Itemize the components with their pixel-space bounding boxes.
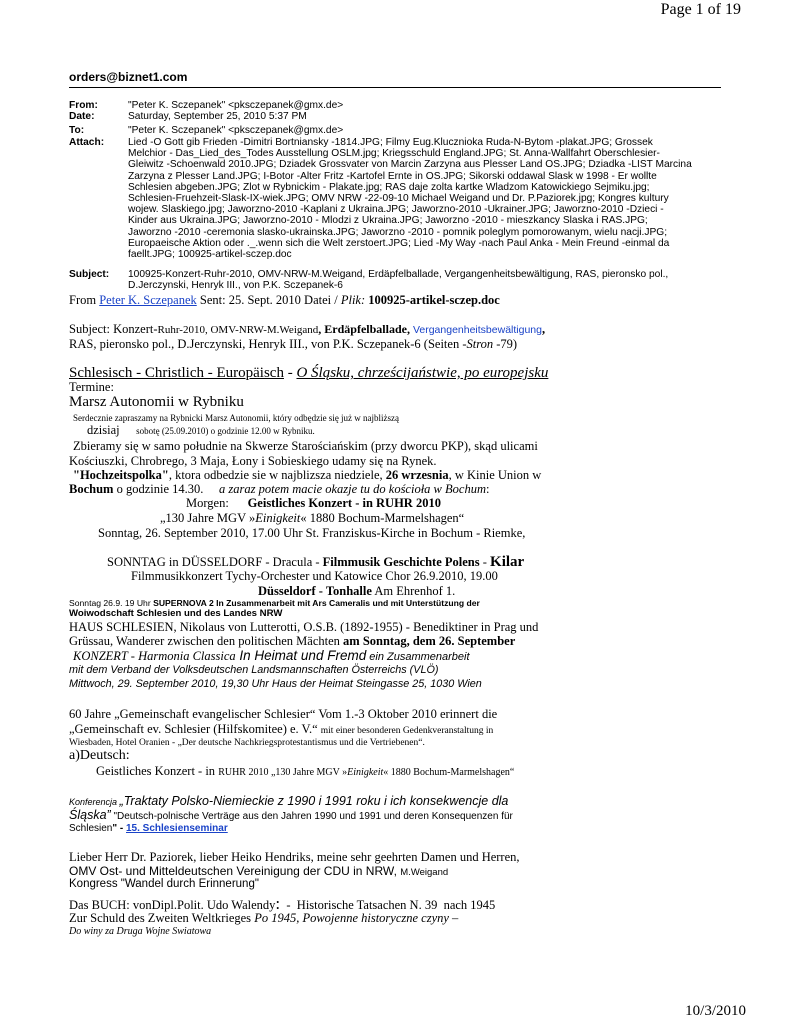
text-span: Geistliches Konzert - in RUHR 2010: [247, 496, 441, 510]
text-span: " -: [112, 823, 124, 834]
text-span: KONZERT -: [73, 649, 139, 663]
text-span: Morgen:: [186, 496, 248, 510]
kongress-line: Kongress "Wandel durch Erinnerung": [69, 878, 259, 890]
sent-text: Sent: 25. Sept. 2010 Datei /: [196, 293, 341, 307]
attach-line[interactable]: Gleiwitz -Schoenwald 2010.JPG; Dziadek Grossvater von Marcin Zarzyna aus Plesser Land OS.JPG; Dziadka -LIST Marcina: [128, 159, 692, 171]
text-span: „Der deutsche Nachkriegsprotestantismus und die Vertriebenen“.: [177, 738, 425, 748]
text-span: Ruhr-2010,: [157, 324, 211, 336]
deutsch-heading: a)Deutsch:: [69, 748, 130, 763]
haus-line-1: HAUS SCHLESIEN, Nikolaus von Lutterotti, O.S.B. (1892-1955) - Benediktiner in Prag und: [69, 620, 539, 634]
subject-line: 100925-Konzert-Ruhr-2010, OMV-NRW-M.Weigand, Erdäpfelballade, Vergangenheitsbewältigung, RAS, pieronsko pol.,: [128, 269, 669, 280]
text-span: SUPERNOVA 2 In Zusammenarbeit mit Ars Cameralis und mit Unterstützung der: [153, 598, 480, 608]
tonhalle-line: [258, 584, 455, 599]
text-span: mit einer besonderen Gedenkveranstaltung in: [320, 726, 494, 736]
verband-line: mit dem Verband der Volksdeutschen Landsmannschaften Österreichs (VLÖ): [69, 664, 439, 676]
attach-line[interactable]: Jaworzno -2010 -ceremonia slasko-ukrainska.JPG; Jaworzno -2010 - pomnik poleglym pomorowanym, wielu nacji.JPG;: [128, 226, 668, 238]
text-span: Geistliches Konzert - in: [96, 764, 219, 778]
hochzeitspolka-line: [73, 468, 541, 483]
attach-line[interactable]: Schlesien abgeben.JPG; Zlot w Rybnickim - Plakate.jpg; RAS daje zolta kartke Wladzom Katowickiego Sejmiku.jpg;: [128, 181, 650, 193]
text-span: sobotę (25.09.2010) o godzinie 12.00 w Rybniku.: [136, 426, 315, 436]
filmkonzert-line: Filmmusikkonzert Tychy-Orchester und Katowice Chor 26.9.2010, 19.00: [131, 569, 498, 583]
subject-value: [128, 269, 728, 291]
wiesbaden-line: [69, 738, 425, 748]
date-label: Date:: [69, 111, 95, 122]
gemeinschaft-line-2: [69, 722, 493, 737]
text-span: , ktora odbedzie sie w najblizsza niedziele,: [168, 468, 386, 482]
bochum-line: [69, 482, 489, 497]
konferencja-line: [69, 794, 508, 808]
plik-label: Plik:: [340, 293, 366, 307]
text-span: 26 wrzesnia: [385, 468, 449, 482]
attach-line[interactable]: Zarzyna z Plesser Land.JPG; I-Botor -Alter Fritz -Kartofel Ernte in OS.JPG; Sikorski oddawal Slask w 1998 - Er wollte: [128, 170, 657, 182]
to-label: To:: [69, 125, 85, 136]
to-field: [69, 125, 729, 137]
text-span: Po 1945, Powojenne historyczne czyny –: [254, 911, 459, 925]
text-span: Śląska”: [69, 808, 111, 822]
schuld-line: [69, 911, 458, 926]
subject-line-1: [69, 322, 545, 337]
text-span: :: [485, 482, 490, 496]
attach-label: Attach:: [69, 137, 105, 148]
termine-label: Termine:: [69, 380, 114, 394]
text-span: Einigkeit: [255, 511, 301, 525]
text-span: SONNTAG in DÜSSELDORF - Dracula -: [107, 555, 323, 569]
mgv-line: [160, 511, 464, 526]
text-span: "Hochzeitspolka": [73, 468, 169, 482]
footer-date: 10/3/2010: [685, 1003, 746, 1019]
konzert-line: [73, 648, 470, 664]
text-span: M.Weigand: [400, 867, 449, 878]
attach-field: [69, 137, 729, 261]
text-span: , w Kinie Union w: [448, 468, 542, 482]
text-span: „Traktaty Polsko-Niemieckie z 1990 i 1991 roku i ich konsekwencje dla: [119, 794, 509, 808]
from-label: From:: [69, 100, 98, 111]
attach-list: [128, 137, 728, 260]
text-span: Bochum: [69, 482, 114, 496]
text-span: Schlesien: [69, 823, 113, 834]
header-divider: [69, 87, 721, 88]
omv-line: [69, 864, 448, 879]
text-span: am Sonntag, dem 26. September: [343, 634, 516, 648]
slaska-line: [69, 808, 513, 822]
text-span: Subject: Konzert-: [69, 322, 158, 336]
zbieramy-line-2: Kościuszki, Chrobrego, 3 Maja, Łony i Sobieskiego udamy się na Rynek.: [69, 454, 437, 468]
text-span: « 1880 Bochum-Marmelshagen“: [383, 767, 515, 778]
attach-line[interactable]: faellt.JPG; 100925-artikel-sczep.doc: [128, 249, 292, 261]
from-line: [69, 293, 500, 308]
text-span: Wiesbaden, Hotel Oranien -: [69, 738, 178, 748]
text-span: , Henryk III., von P.K. Sczepanek-6 (Seiten -: [242, 337, 467, 351]
to-value: "Peter K. Sczepanek" <pksczepanek@gmx.de>: [128, 125, 344, 136]
text-span: , Erdäpfelballade,: [318, 322, 413, 336]
text-span: ,: [541, 322, 546, 336]
dzisiaj-line: [69, 423, 315, 438]
text-span: -79): [493, 337, 518, 351]
gemeinschaft-line-1: 60 Jahre „Gemeinschaft evangelischer Schlesier“ Vom 1.-3 Oktober 2010 erinnert die: [69, 707, 498, 721]
text-span: Am Ehrenhof 1.: [371, 584, 456, 598]
title-de: Schlesisch - Christlich - Europäisch: [69, 365, 284, 381]
attach-line[interactable]: Schlesien-Fruehzeit-Slask-IX-wiek.JPG; OMV NRW -22-09-10 Michael Weigand und Dr. P.Paziorek.jpg; Kongres kultury: [128, 193, 669, 205]
text-span: Konferencja: [69, 797, 120, 807]
text-span: Sonntag 26.9. 19 Uhr: [69, 598, 154, 608]
schlesienseminar-link[interactable]: 15. Schlesienseminar: [126, 823, 228, 834]
attach-line[interactable]: Melchior - Das_Lied_des_Todes Ausstellung OSLM.jpg; Kriegsschuld England.JPG; St. Anna-Wallfahrt Oberschlesier-: [128, 148, 660, 160]
from-value: "Peter K. Sczepanek" <pksczepanek@gmx.de>: [128, 100, 344, 111]
morgen-line: [186, 496, 441, 511]
text-span: RUHR 2010 „130 Jahre MGV »: [218, 767, 348, 778]
text-span: Kilar: [490, 554, 525, 570]
subject-label: Subject:: [69, 269, 110, 280]
text-span: - Historische Tatsachen N. 39 nach 1945: [280, 898, 496, 912]
text-span: o godzinie 14.30.: [113, 482, 219, 496]
text-span: OMV-NRW-M.Weigand: [210, 324, 319, 336]
title-pl: O Śląsku, chrześcijaństwie, po europejsku: [296, 365, 549, 381]
text-span: "Deutsch-polnische Verträge aus den Jahren 1990 und 1991 und deren Konsequenzen für: [110, 811, 513, 822]
text-span: Harmonia Classica: [138, 649, 236, 663]
text-span: Filmmusik Geschichte Polens: [322, 555, 480, 569]
subject-field: [69, 269, 729, 292]
lieber-line: Lieber Herr Dr. Paziorek, lieber Heiko Hendriks, meine sehr geehrten Damen und Herren,: [69, 850, 520, 864]
attach-line[interactable]: Lied -O Gott gib Frieden -Dimitri Bortniansky -1814.JPG; Filmy Eug.Klucznioka Ruda-N-Bytom -plakat.JPG; Grossek: [128, 137, 653, 148]
supernova-line: [69, 598, 480, 608]
sonntag-line: Sonntag, 26. September 2010, 17.00 Uhr St. Franziskus-Kirche in Bochum - Riemke,: [98, 526, 526, 540]
subject-line: D.Jerczynski, Henryk III., von P.K. Sczepanek-6: [128, 280, 343, 292]
sender-link[interactable]: Peter K. Sczepanek: [99, 293, 197, 307]
from-line-prefix: From: [69, 293, 100, 307]
zbieramy-line-1: Zbieramy się w samo południe na Skwerze Starościańskim (przy dworcu PKP), skąd ulicami: [73, 439, 538, 453]
text-span: Vergangenheitsbewältigung: [412, 324, 542, 336]
woiwodschaft-line: Woiwodschaft Schlesien und des Landes NRW: [69, 608, 283, 619]
text-span: Stron: [466, 337, 494, 351]
text-span: « 1880 Bochum-Marmelshagen“: [300, 511, 465, 525]
text-span: Grüssau, Wanderer zwischen den politischen Mächten: [69, 634, 344, 648]
attach-line[interactable]: wojew. Slaskiego.jpg; Jaworzno-2010 -Kaplani z Ukraina.JPG; Jaworzno-2010 -Ukrainer.JPG; Jaworzno-2010 -Dzieci -: [128, 204, 664, 216]
section-title: [69, 365, 548, 382]
schlesien-line: [69, 823, 228, 834]
geistliches-line: [96, 764, 514, 779]
haus-line-2: [69, 634, 515, 649]
text-span: dzisiaj: [87, 423, 120, 437]
text-span: „Gemeinschaft ev. Schlesier (Hilfskomitee) e. V.“: [69, 722, 321, 736]
date-value: Saturday, September 25, 2010 5:37 PM: [128, 111, 307, 122]
mittwoch-line: Mittwoch, 29. September 2010, 19,30 Uhr Haus der Heimat Steingasse 25, 1030 Wien: [69, 678, 482, 690]
text-span: Düsseldorf - Tonhalle: [258, 584, 372, 598]
do-winy-line: Do winy za Druga Wojne Swiatowa: [69, 926, 212, 937]
text-span: -: [479, 555, 491, 569]
attach-line[interactable]: Kinder aus Ukraina.JPG; Jaworzno-2010 - Mlodzi z Ukraina.JPG; Jaworzno -2010 - mieszkancy Slaska i RAS.JPG;: [128, 215, 648, 227]
subject-line-2: [69, 337, 517, 352]
text-span: ein Zusammenarbeit: [366, 651, 470, 663]
serdecznie-text: Serdecznie zapraszamy na Rybnicki Marsz Autonomii, który odbędzie się już w najbliższą: [73, 413, 400, 423]
page-number: Page 1 of 19: [660, 1, 741, 18]
file-name: 100925-artikel-sczep.doc: [365, 293, 500, 307]
text-span: OMV Ost- und Mitteldeutschen Vereinigung der CDU in NRW,: [69, 864, 401, 878]
account-email: orders@biznet1.com: [69, 70, 188, 84]
text-span: :: [275, 894, 281, 913]
text-span: RAS, pieronsko pol., D.Jerczynski: [69, 337, 243, 351]
marsz-title: Marsz Autonomii w Rybniku: [69, 394, 244, 410]
text-span: „130 Jahre MGV »: [160, 511, 256, 525]
text-span: In Heimat und Fremd: [235, 648, 367, 663]
date-field: [69, 111, 729, 123]
attach-line[interactable]: Europaeische Aktion oder ._.wenn sich die Welt zerstoert.JPG; Lied -My Way -nach Paul Anka - Mein Freund -einmal da: [128, 237, 670, 249]
text-span: a zaraz potem macie okazje tu do kościoła w Bochum: [219, 482, 486, 496]
text-span: Das BUCH: vonDipl.Polit. Udo Walendy: [69, 898, 276, 912]
text-span: Zur Schuld des Zweiten Weltkrieges: [69, 911, 255, 925]
title-sep: -: [283, 365, 297, 381]
text-span: Einigkeit: [347, 767, 384, 778]
